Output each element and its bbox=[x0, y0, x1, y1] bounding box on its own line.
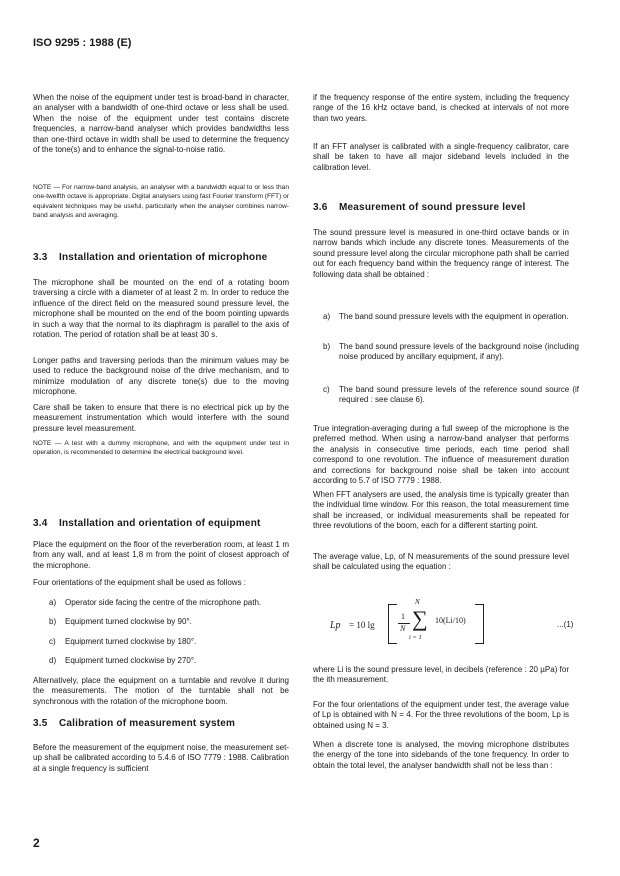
list-marker: b) bbox=[49, 617, 57, 626]
summation-icon: ∑ bbox=[412, 606, 428, 631]
paragraph-turntable: Alternatively, place the equipment on a turntable and revolve it during the measurements. The motion of the turntable shall not be synchronous with the rotation of the microphone boom. bbox=[33, 676, 289, 706]
list-item bbox=[49, 637, 305, 647]
list-text: The band sound pressure levels of the reference sound source (if required : see clause 6). bbox=[339, 385, 579, 405]
list-marker: d) bbox=[49, 656, 57, 665]
paragraph-where: where Li is the sound pressure level, in decibels (reference : 20 µPa) for the ith measurement. bbox=[313, 665, 569, 685]
list-item bbox=[323, 385, 579, 406]
list-item bbox=[49, 598, 305, 608]
section-title: Installation and orientation of microphone bbox=[59, 252, 268, 263]
sum-lower-limit: i = 1 bbox=[409, 634, 422, 641]
equation-lhs: Lp bbox=[330, 620, 341, 631]
paragraph-four-orientations-average: For the four orientations of the equipment under test, the average value of Lp is obtained with N = 4. For the three revolutions of the boom, Lp is obtained using N = 3. bbox=[313, 700, 569, 730]
paragraph-four-orientations: Four orientations of the equipment shall be used as follows : bbox=[33, 578, 247, 587]
paragraph-electrical-pickup: Care shall be taken to ensure that there is no electrical pick up by the measurement instrumentation which would interfere with the sound pressure level measurement. bbox=[33, 403, 289, 433]
paragraph-frequency-response: if the frequency response of the entire system, including the frequency range of the 16 kHz octave band, is checked at intervals of not more than two years. bbox=[313, 93, 569, 123]
paragraph-microphone-mount: The microphone shall be mounted on the end of a rotating boom traversing a circle with a diameter of at least 2 m. In order to reduce the influence of the direct field on the measured sound pressure level, the microphone shall be mounted on the end of the boom pointing upwards in such a way that the normal to its diaphragm is parallel to the axis of rotation. The period of rotation shall be at least 30 s. bbox=[33, 278, 289, 340]
list-marker: b) bbox=[323, 342, 331, 351]
fraction-numerator: 1 bbox=[401, 612, 405, 621]
equation-operator: = 10 lg bbox=[349, 620, 375, 630]
list-text: Equipment turned clockwise by 270°. bbox=[65, 656, 197, 665]
list-marker: a) bbox=[49, 598, 57, 607]
list-item bbox=[49, 617, 305, 627]
list-text: Operator side facing the centre of the microphone path. bbox=[65, 598, 262, 607]
section-heading-3-4 bbox=[33, 518, 261, 529]
section-title: Calibration of measurement system bbox=[59, 718, 236, 729]
equation-term: 10(Li/10) bbox=[435, 616, 466, 625]
section-title: Measurement of sound pressure level bbox=[339, 202, 526, 213]
note-narrow-band: NOTE — For narrow-band analysis, an analyser with a bandwidth equal to or less than one-twelfth octave is appropriate. Digital analysers using fast Fourier transform (FFT) or equivalent techniques may be useful, particularly when the analyser combines narrow-band analysis and averaging. bbox=[33, 184, 289, 220]
paragraph-average-value: The average value, Lp, of N measurements of the sound pressure level shall be calculated using the equation : bbox=[313, 552, 569, 572]
paragraph-place-equipment: Place the equipment on the floor of the reverberation room, at least 1 m from any wall, and at least 1,8 m from the point of closest approach of the microphone. bbox=[33, 540, 289, 570]
left-bracket bbox=[388, 604, 397, 644]
paragraph-calibration: Before the measurement of the equipment noise, the measurement set-up shall be calibrated according to 5.4.6 of ISO 7779 : 1988. Calibration at a single frequency is sufficient bbox=[33, 743, 289, 773]
list-item bbox=[323, 342, 579, 363]
fraction-denominator: N bbox=[400, 624, 406, 633]
paragraph-longer-paths: Longer paths and traversing periods than the minimum values may be used to reduce the background noise of the drive mechanism, and to minimize modulation of any discrete tone(s) due to the moving microphone. bbox=[33, 356, 289, 397]
paragraph-discrete-tone: When a discrete tone is analysed, the moving microphone distributes the energy of the tone into sidebands of the tone frequency. In order to obtain the total level, the analyser bandwidth shall not be less than : bbox=[313, 740, 569, 770]
paragraph-analyser: When the noise of the equipment under test is broad-band in character, an analyser with a bandwidth of one-third octave or less shall be used. When the noise of the equipment under test contains discrete frequencies, a narrow-band analyser which provides bandwidths less than one-third octave in width shall be used to determine the frequency of the tone(s) and to enhance the signal-to-noise ratio. bbox=[33, 93, 289, 155]
sum-upper-limit: N bbox=[415, 598, 420, 606]
list-text: The band sound pressure levels of the background noise (including noise produced by ancillary equipment, if any). bbox=[339, 342, 579, 362]
section-number: 3.6 bbox=[313, 202, 328, 213]
section-heading-3-3 bbox=[33, 252, 267, 263]
section-title: Installation and orientation of equipment bbox=[59, 518, 261, 529]
list-text: Equipment turned clockwise by 180°. bbox=[65, 637, 197, 646]
equation-number: ...(1) bbox=[557, 620, 574, 629]
list-marker: a) bbox=[323, 312, 331, 321]
section-number: 3.5 bbox=[33, 718, 48, 729]
section-number: 3.4 bbox=[33, 518, 48, 529]
list-marker: c) bbox=[49, 637, 56, 646]
right-bracket bbox=[475, 604, 484, 644]
section-heading-3-5 bbox=[33, 718, 235, 729]
paragraph-fft-calibration: If an FFT analyser is calibrated with a single-frequency calibrator, care shall be taken to have all major sideband levels included in the calibration level. bbox=[313, 142, 569, 172]
list-text: The band sound pressure levels with the equipment in operation. bbox=[339, 312, 569, 321]
paragraph-integration-averaging: True integration-averaging during a full sweep of the microphone is the preferred method. When using a narrow-band analyser that performs the analysis in consecutive time periods, each time period shall correspond to one revolution. The influence of measurement duration and corrections for background noise shall be taken into account according to 5.7 of ISO 7779 : 1988. bbox=[313, 424, 569, 486]
document-header: ISO 9295 : 1988 (E) bbox=[33, 37, 132, 49]
equation-1 bbox=[325, 598, 585, 652]
list-marker: c) bbox=[323, 385, 330, 394]
paragraph-sound-pressure: The sound pressure level is measured in one-third octave bands or in narrow bands which include any discrete tones. Measurements of the sound pressure level along the circular microphone path shall be carried out for each frequency band within the frequency range of interest. The following data shall be obtained : bbox=[313, 228, 569, 279]
page-number: 2 bbox=[33, 836, 40, 850]
list-text: Equipment turned clockwise by 90°. bbox=[65, 617, 192, 626]
list-item bbox=[323, 312, 579, 322]
section-heading-3-6 bbox=[313, 202, 526, 213]
paragraph-fft-analysers: When FFT analysers are used, the analysis time is typically greater than the individual time window. For this reason, the total measurement time shall be increased, or individual measurements shall be repeated for three revolutions of the boom, each for a different starting point. bbox=[313, 490, 569, 531]
list-item bbox=[49, 656, 305, 666]
note-dummy-microphone: NOTE — A test with a dummy microphone, and with the equipment under test in operation, is recommended to determine the electrical background level. bbox=[33, 440, 289, 457]
section-number: 3.3 bbox=[33, 252, 48, 263]
